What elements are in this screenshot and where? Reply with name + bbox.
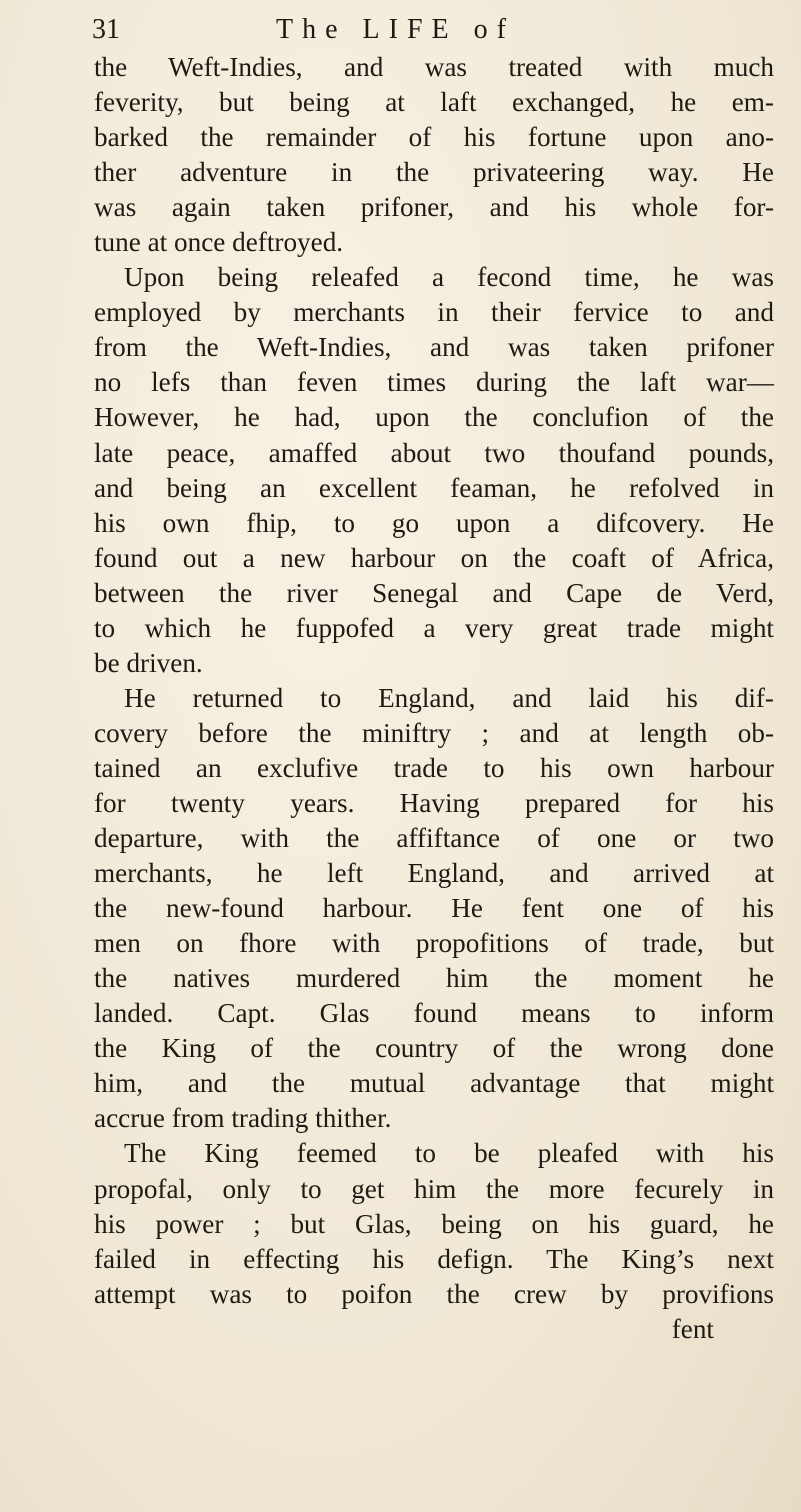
text-line: to which he fuppofed a very great trade might [94, 612, 774, 643]
text-line: failed in effecting his defign. The King’s next [94, 1243, 774, 1274]
page-header [92, 14, 772, 54]
text-line: and being an excellent feaman, he refolved in [94, 472, 774, 503]
text-line: barked the remainder of his fortune upon ano- [94, 122, 774, 153]
text-line: was again taken prifoner, and his whole for- [94, 192, 774, 223]
text-line: employed by merchants in their fervice to and [94, 297, 774, 328]
text-line: However, he had, upon the conclufion of the [94, 402, 774, 433]
text-line: ther adventure in the privateering way. He [94, 157, 774, 188]
text-line: feverity, but being at laft exchanged, he em- [94, 87, 774, 118]
text-line: the new-found harbour. He fent one of his [94, 893, 774, 924]
text-line: from the Weft-Indies, and was taken prifoner [94, 332, 774, 363]
text-line: no lefs than feven times during the laft war— [94, 367, 774, 398]
text-line: covery before the miniftry ; and at length ob- [94, 717, 774, 748]
text-line: be driven. [94, 647, 203, 678]
text-line: between the river Senegal and Cape de Verd, [94, 577, 774, 608]
text-line: found out a new harbour on the coaft of Africa, [94, 542, 774, 573]
catchword: fent [671, 1313, 714, 1344]
text-line: the King of the country of the wrong done [94, 1033, 774, 1064]
text-line: his own fhip, to go upon a difcovery. He [94, 507, 774, 538]
paragraph-start-line: Upon being releafed a fecond time, he was [124, 262, 774, 293]
text-line: him, and the mutual advantage that might [94, 1068, 774, 1099]
text-line: departure, with the affiftance of one or two [94, 823, 774, 854]
running-head: The LIFE of [276, 14, 515, 45]
text-line: landed. Capt. Glas found means to inform [94, 998, 774, 1029]
text-line: his power ; but Glas, being on his guard, he [94, 1208, 774, 1239]
text-line: the Weft-Indies, and was treated with much [94, 52, 774, 82]
paragraph-start-line: The King feemed to be pleafed with his [124, 1138, 774, 1169]
text-line: attempt was to poifon the crew by provifions [94, 1278, 774, 1309]
text-line: propofal, only to get him the more fecurely in [94, 1173, 774, 1204]
text-line: merchants, he left England, and arrived at [94, 858, 774, 889]
text-line: tained an exclufive trade to his own harbour [94, 752, 774, 783]
text-line: accrue from trading thither. [94, 1103, 392, 1134]
text-line: for twenty years. Having prepared for his [94, 787, 774, 818]
page-number: 31 [92, 14, 120, 45]
text-line: late peace, amaffed about two thoufand pounds, [94, 437, 774, 468]
body-text [94, 50, 774, 1347]
paragraph-start-line: He returned to England, and laid his dif- [124, 682, 774, 713]
text-line: the natives murdered him the moment he [94, 963, 774, 994]
text-line: men on fhore with propofitions of trade, but [94, 928, 774, 959]
text-line: tune at once deftroyed. [94, 227, 344, 258]
